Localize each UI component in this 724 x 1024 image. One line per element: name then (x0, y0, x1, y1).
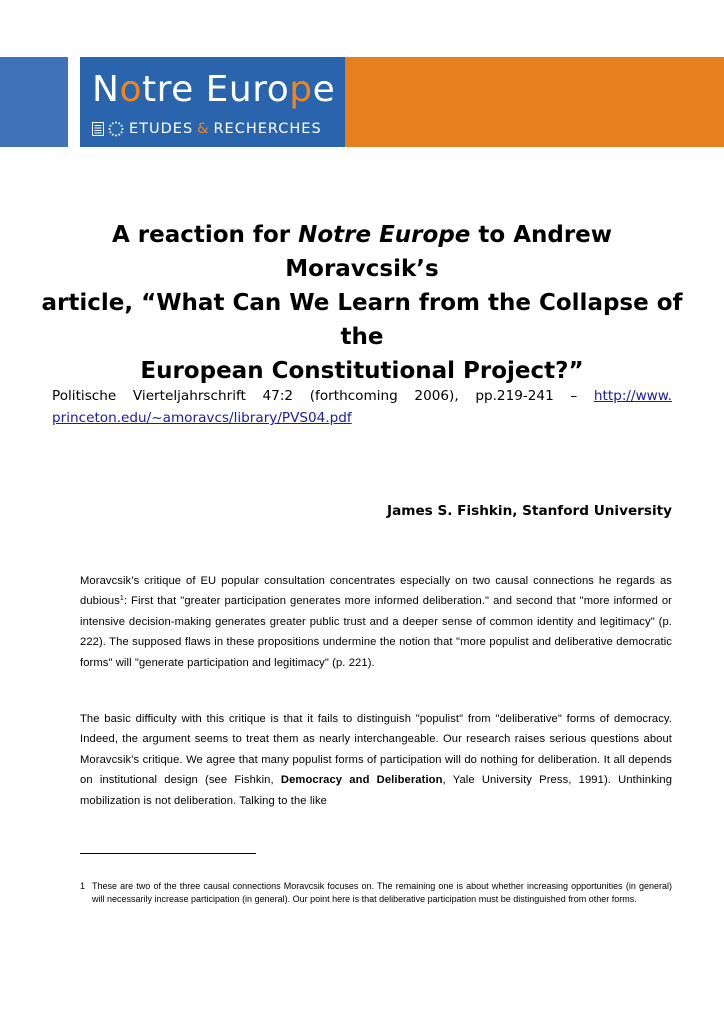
title-italic: Notre Europe (298, 222, 471, 248)
logo-letter: e (312, 69, 336, 110)
logo-title (92, 69, 335, 110)
series-amp: & (197, 121, 210, 137)
banner-right-block (345, 57, 724, 147)
author-line: James S. Fishkin, Stanford University (387, 503, 672, 519)
banner-left-block (0, 57, 68, 147)
reference-line2 (52, 407, 352, 429)
document-icon (92, 122, 104, 136)
paragraph-2-text-a: The basic difficulty with this critique is that it fails to distinguish "populist" from "deliberative" forms of democracy. Indeed, the argument seems to treat them as nearly interchangeable. Our research raises serious questions about Moravcsik's critique. We agree that many populist forms of participation will do nothing for deliberation. It all depends on institutional design (see Fishkin, (80, 713, 672, 787)
logo-letter-accent: p (289, 69, 313, 110)
footnote-divider (80, 853, 256, 854)
title-line1-a: A reaction for (111, 222, 299, 248)
series-right: RECHERCHES (213, 121, 322, 137)
footnote-ref[interactable]: 1 (119, 595, 124, 603)
logo-letter-accent: o (119, 69, 142, 110)
reference-line (52, 385, 672, 407)
series-left: ETUDES (129, 121, 194, 137)
paragraph-1 (80, 571, 672, 673)
footnote-text: These are two of the three causal connections Moravcsik focuses on. The remaining one is about whether increasing opportunities (in general) will necessarily increase participation (in general). Our point here is that deliberative participation must be distinguished from other forms. (92, 881, 672, 904)
title-line2: article, “What Can We Learn from the Collapse of the (41, 290, 683, 350)
title-line1-b: to Andrew Moravcsik’s (285, 222, 613, 282)
eu-stars-icon (108, 121, 124, 137)
book-title: Democracy and Deliberation (280, 774, 443, 787)
paragraph-2-text-b: , Yale University Press, 1991). Unthinking mobilization is not deliberation. Talking to the like (80, 774, 673, 807)
paragraph-1-text-a: Moravcsik’s critique of EU popular consultation concentrates especially on two causal connections he regards as dubious (80, 575, 672, 608)
paragraph-1-text-b: : First that "greater participation generates more informed deliberation." and second that "more informed or intensive decision-making generates greater public trust and a deeper sense of common identity and legitimacy" (p. 222). The supposed flaws in these propositions undermine the notion that "more populist and deliberative democratic forms" will "generate participation and legitimacy" (p. 221). (80, 595, 672, 669)
notre-europe-logo (80, 57, 345, 147)
series-label (92, 120, 322, 138)
reference-link-part2[interactable]: princeton.edu/~amoravcs/library/PVS04.pdf (52, 410, 352, 426)
document-title (40, 218, 684, 388)
footnote-number: 1 (80, 881, 86, 891)
logo-text: tre Euro (141, 69, 290, 110)
header-banner (0, 57, 724, 147)
reference-link-part1[interactable]: http://www. (593, 388, 672, 404)
title-line3: European Constitutional Project?” (140, 358, 584, 384)
logo-letter: N (92, 69, 120, 110)
reference-text: Politische Vierteljahrschrift 47:2 (forthcoming 2006), pp.219-241 – (52, 388, 578, 404)
footnote (80, 880, 672, 906)
paragraph-2 (80, 709, 672, 811)
